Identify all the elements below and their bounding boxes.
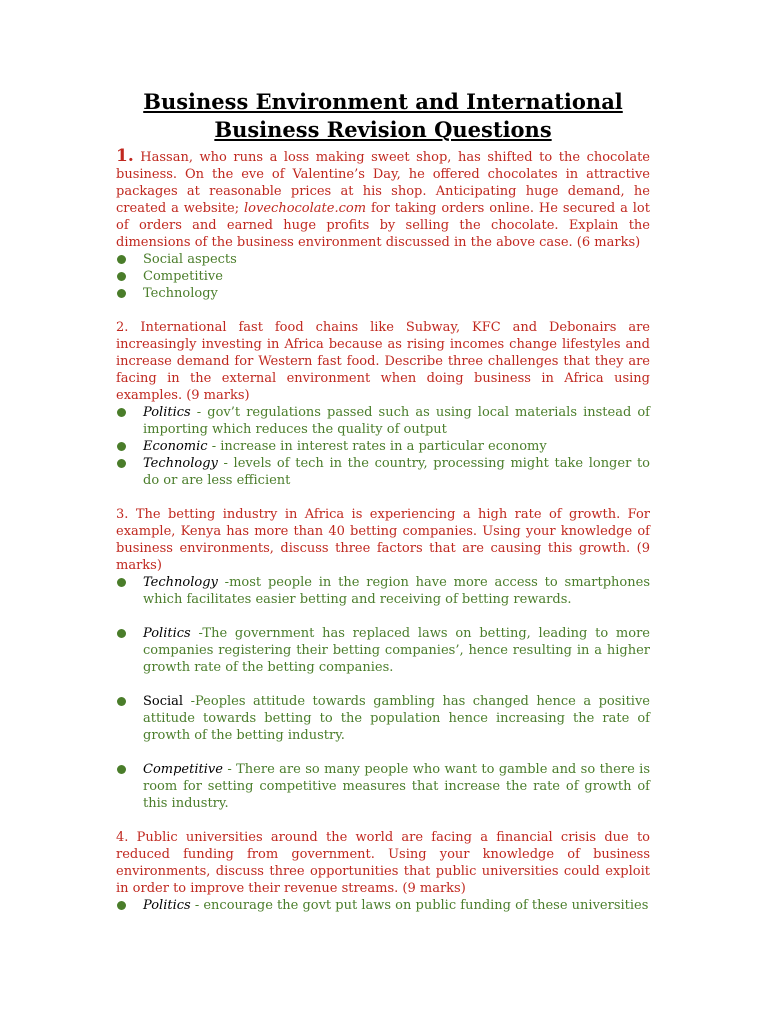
spacer	[116, 744, 650, 761]
list-item: Technology -most people in the region have more access to smartphones which facilitates easier betting and receiving of betting rewards.	[116, 574, 650, 608]
bullet-icon	[117, 697, 126, 706]
question-2-answers	[116, 404, 650, 489]
list-item: Technology - levels of tech in the country, processing might take longer to do or are less efficient	[116, 455, 650, 489]
question-1-number: 1.	[116, 146, 134, 166]
spacer	[116, 489, 650, 506]
bullet-icon	[117, 459, 126, 468]
title-line-1: Business Environment and International	[143, 89, 623, 114]
question-3: 3. The betting industry in Africa is experiencing a high rate of growth. For example, Kenya has more than 40 betting companies. Using your knowledge of business environments, discuss three factors that are causing this growth. (9 marks)	[116, 507, 650, 573]
list-item: Competitive	[116, 268, 650, 285]
list-item: Social aspects	[116, 251, 650, 268]
list-item: Politics - gov’t regulations passed such as using local materials instead of importing which reduces the quality of output	[116, 404, 650, 438]
bullet-icon	[117, 272, 126, 281]
question-2: 2. International fast food chains like Subway, KFC and Debonairs are increasingly investing in Africa because as rising incomes change lifestyles and increase demand for Western fast food. Describe three challenges that they are facing in the external environment when doing business in Africa using examples. (9 marks)	[116, 320, 650, 403]
question-1-answers	[116, 251, 650, 302]
title-line-2: Business Revision Questions	[214, 117, 552, 142]
question-4: 4. Public universities around the world are facing a financial crisis due to reduced funding from government. Using your knowledge of business environments, discuss three opportunities that public universities could exploit in order to improve their revenue streams. (9 marks)	[116, 830, 650, 896]
question-3-answers	[116, 574, 650, 608]
website-name: lovechocolate.com	[244, 201, 367, 216]
question-1-text-a: Hassan, who runs a loss making sweet shop, has shifted to the chocolate business. On the eve of Valentine’s Day, he offered chocolates in attractive packages at reasonable prices at his shop. Anticipating huge demand, he created a website;	[116, 150, 650, 216]
question-1	[116, 148, 650, 251]
list-item: Economic - increase in interest rates in a particular economy	[116, 438, 650, 455]
question-3-answers	[116, 693, 650, 744]
spacer	[116, 812, 650, 829]
spacer	[116, 608, 650, 625]
list-item: Social -Peoples attitude towards gambling has changed hence a positive attitude towards betting to the population hence increasing the rate of growth of the betting industry.	[116, 693, 650, 744]
question-4-answers	[116, 897, 650, 914]
bullet-icon	[117, 255, 126, 264]
list-item: Competitive - There are so many people who want to gamble and so there is room for setting competitive measures that increase the rate of growth of this industry.	[116, 761, 650, 812]
list-item: Politics -The government has replaced laws on betting, leading to more companies registering their betting companies’, hence resulting in a higher growth rate of the betting companies.	[116, 625, 650, 676]
bullet-icon	[117, 289, 126, 298]
question-3-answers	[116, 625, 650, 676]
list-item: Technology	[116, 285, 650, 302]
bullet-icon	[117, 578, 126, 587]
document-title	[116, 88, 650, 144]
bullet-icon	[117, 629, 126, 638]
question-3-answers	[116, 761, 650, 812]
document-page	[116, 88, 650, 914]
list-item: Politics - encourage the govt put laws on public funding of these universities	[116, 897, 650, 914]
spacer	[116, 302, 650, 319]
bullet-icon	[117, 442, 126, 451]
question-1-text-b: for taking orders online. He secured a lot of orders and earned huge profits by selling the chocolate. Explain the dimensions of the business environment discussed in the above case. (6 marks)	[116, 201, 650, 250]
spacer	[116, 676, 650, 693]
bullet-icon	[117, 901, 126, 910]
bullet-icon	[117, 408, 126, 417]
bullet-icon	[117, 765, 126, 774]
